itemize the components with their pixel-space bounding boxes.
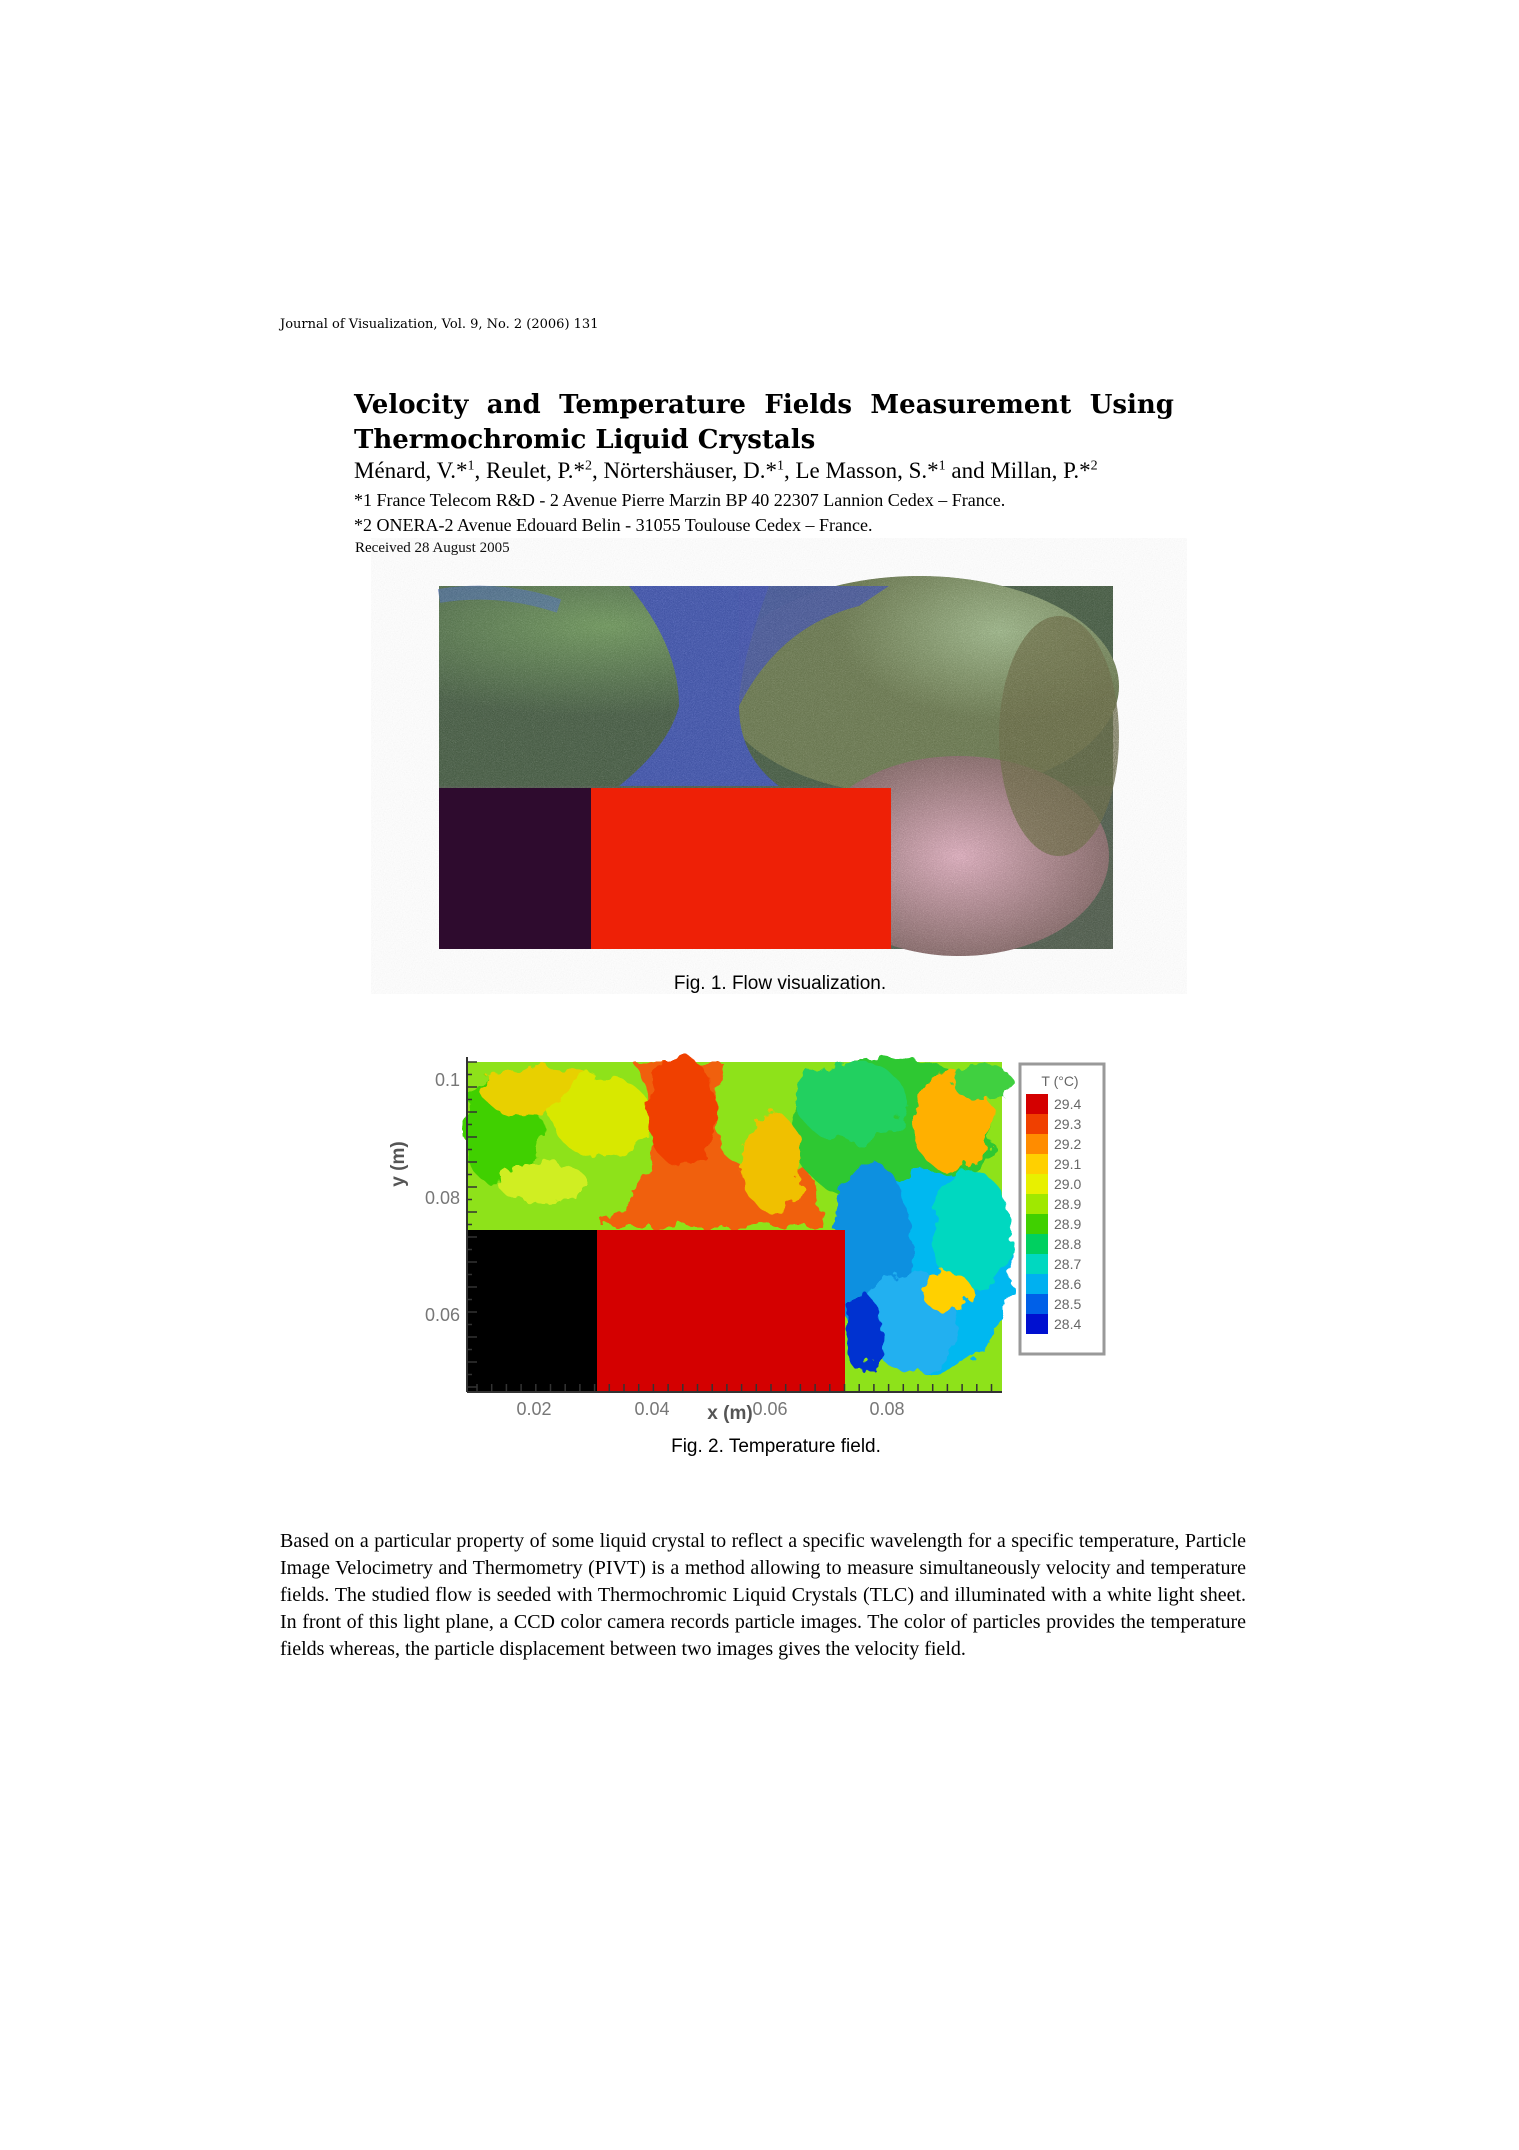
y-tick-0.06: 0.06 — [424, 1305, 460, 1325]
legend-level-label: 28.7 — [1054, 1256, 1082, 1272]
title-line-1: Velocity and Temperature Fields Measurement Using — [354, 390, 1174, 420]
paper-title — [354, 388, 1174, 458]
legend-level-label: 29.1 — [1054, 1156, 1082, 1172]
author-3-affil: 1 — [777, 458, 784, 474]
x-axis-label: x (m) — [707, 1403, 753, 1424]
author-1: Ménard, V.* — [354, 458, 468, 483]
legend-swatch — [1026, 1314, 1048, 1334]
legend-level-label: 28.9 — [1054, 1196, 1082, 1212]
legend-level-label: 28.8 — [1054, 1236, 1082, 1252]
figure-2-caption: Fig. 2. Temperature field. — [671, 1436, 881, 1457]
legend-level-label: 28.4 — [1054, 1316, 1082, 1332]
temperature-legend — [1020, 1064, 1104, 1354]
title-line-2: Thermochromic Liquid Crystals — [354, 425, 816, 455]
affiliation-1: *1 France Telecom R&D - 2 Avenue Pierre Marzin BP 40 22307 Lannion Cedex – France. — [354, 490, 1006, 510]
legend-level-label: 29.2 — [1054, 1136, 1082, 1152]
abstract-paragraph: Based on a particular property of some liquid crystal to reflect a specific wavelength for a specific temperature, Particle Image Velocimetry and Thermometry (PIVT) is a method allowing to measure simultaneously velocity and temperature fields. The studied flow is seeded with Thermochromic Liquid Crystals (TLC) and illuminated with a white light sheet. In front of this light plane, a CCD color camera records particle images. The color of particles provides the temperature fields whereas, the particle displacement between two images gives the velocity field. — [280, 1530, 1246, 1660]
legend-swatch — [1026, 1234, 1048, 1254]
temperature-contour-map — [462, 1057, 1012, 1392]
received-date: Received 28 August 2005 — [355, 540, 510, 556]
legend-level-label: 29.0 — [1054, 1176, 1082, 1192]
author-1-affil: 1 — [467, 458, 475, 474]
legend-swatch — [1026, 1174, 1048, 1194]
legend-swatch — [1026, 1094, 1048, 1114]
author-2: , Reulet, P.* — [474, 458, 586, 483]
legend-title: T (°C) — [1041, 1073, 1079, 1089]
y-tick-0.08: 0.08 — [424, 1188, 460, 1208]
figure-1-caption: Fig. 1. Flow visualization. — [673, 973, 887, 994]
legend-level-label: 28.6 — [1054, 1276, 1082, 1292]
legend-level-label: 28.5 — [1054, 1296, 1082, 1312]
author-4: , Le Masson, S.* — [784, 458, 939, 483]
legend-swatch — [1026, 1114, 1048, 1134]
author-5: and Millan, P.* — [945, 458, 1091, 483]
author-5-affil: 2 — [1090, 458, 1098, 474]
legend-swatch — [1026, 1134, 1048, 1154]
x-tick-0.06: 0.06 — [752, 1399, 788, 1419]
legend-level-label: 29.4 — [1054, 1096, 1082, 1112]
legend-swatch — [1026, 1154, 1048, 1174]
x-tick-0.08: 0.08 — [869, 1399, 905, 1419]
x-tick-0.04: 0.04 — [634, 1399, 670, 1419]
legend-level-label: 28.9 — [1054, 1216, 1082, 1232]
journal-header: Journal of Visualization, Vol. 9, No. 2 (2006) 131 — [280, 317, 599, 332]
x-tick-0.02: 0.02 — [516, 1399, 552, 1419]
author-3: , Nörtershäuser, D.* — [592, 458, 777, 483]
legend-swatch — [1026, 1294, 1048, 1314]
temperature-field-figure — [388, 1022, 1112, 1424]
legend-swatch — [1026, 1214, 1048, 1234]
heated-block — [591, 788, 891, 949]
author-4-affil: 1 — [938, 458, 946, 474]
author-list — [354, 458, 1098, 484]
legend-swatch — [1026, 1274, 1048, 1294]
affiliation-2: *2 ONERA-2 Avenue Edouard Belin - 31055 Toulouse Cedex – France. — [354, 515, 873, 535]
author-2-affil: 2 — [585, 458, 593, 474]
legend-level-label: 29.3 — [1054, 1116, 1082, 1132]
y-tick-0.1: 0.1 — [434, 1070, 460, 1090]
insulated-block — [439, 788, 591, 949]
flow-visualization-image — [439, 586, 1113, 949]
y-axis-label: y (m) — [388, 1141, 409, 1187]
legend-swatch — [1026, 1194, 1048, 1214]
legend-swatch — [1026, 1254, 1048, 1274]
